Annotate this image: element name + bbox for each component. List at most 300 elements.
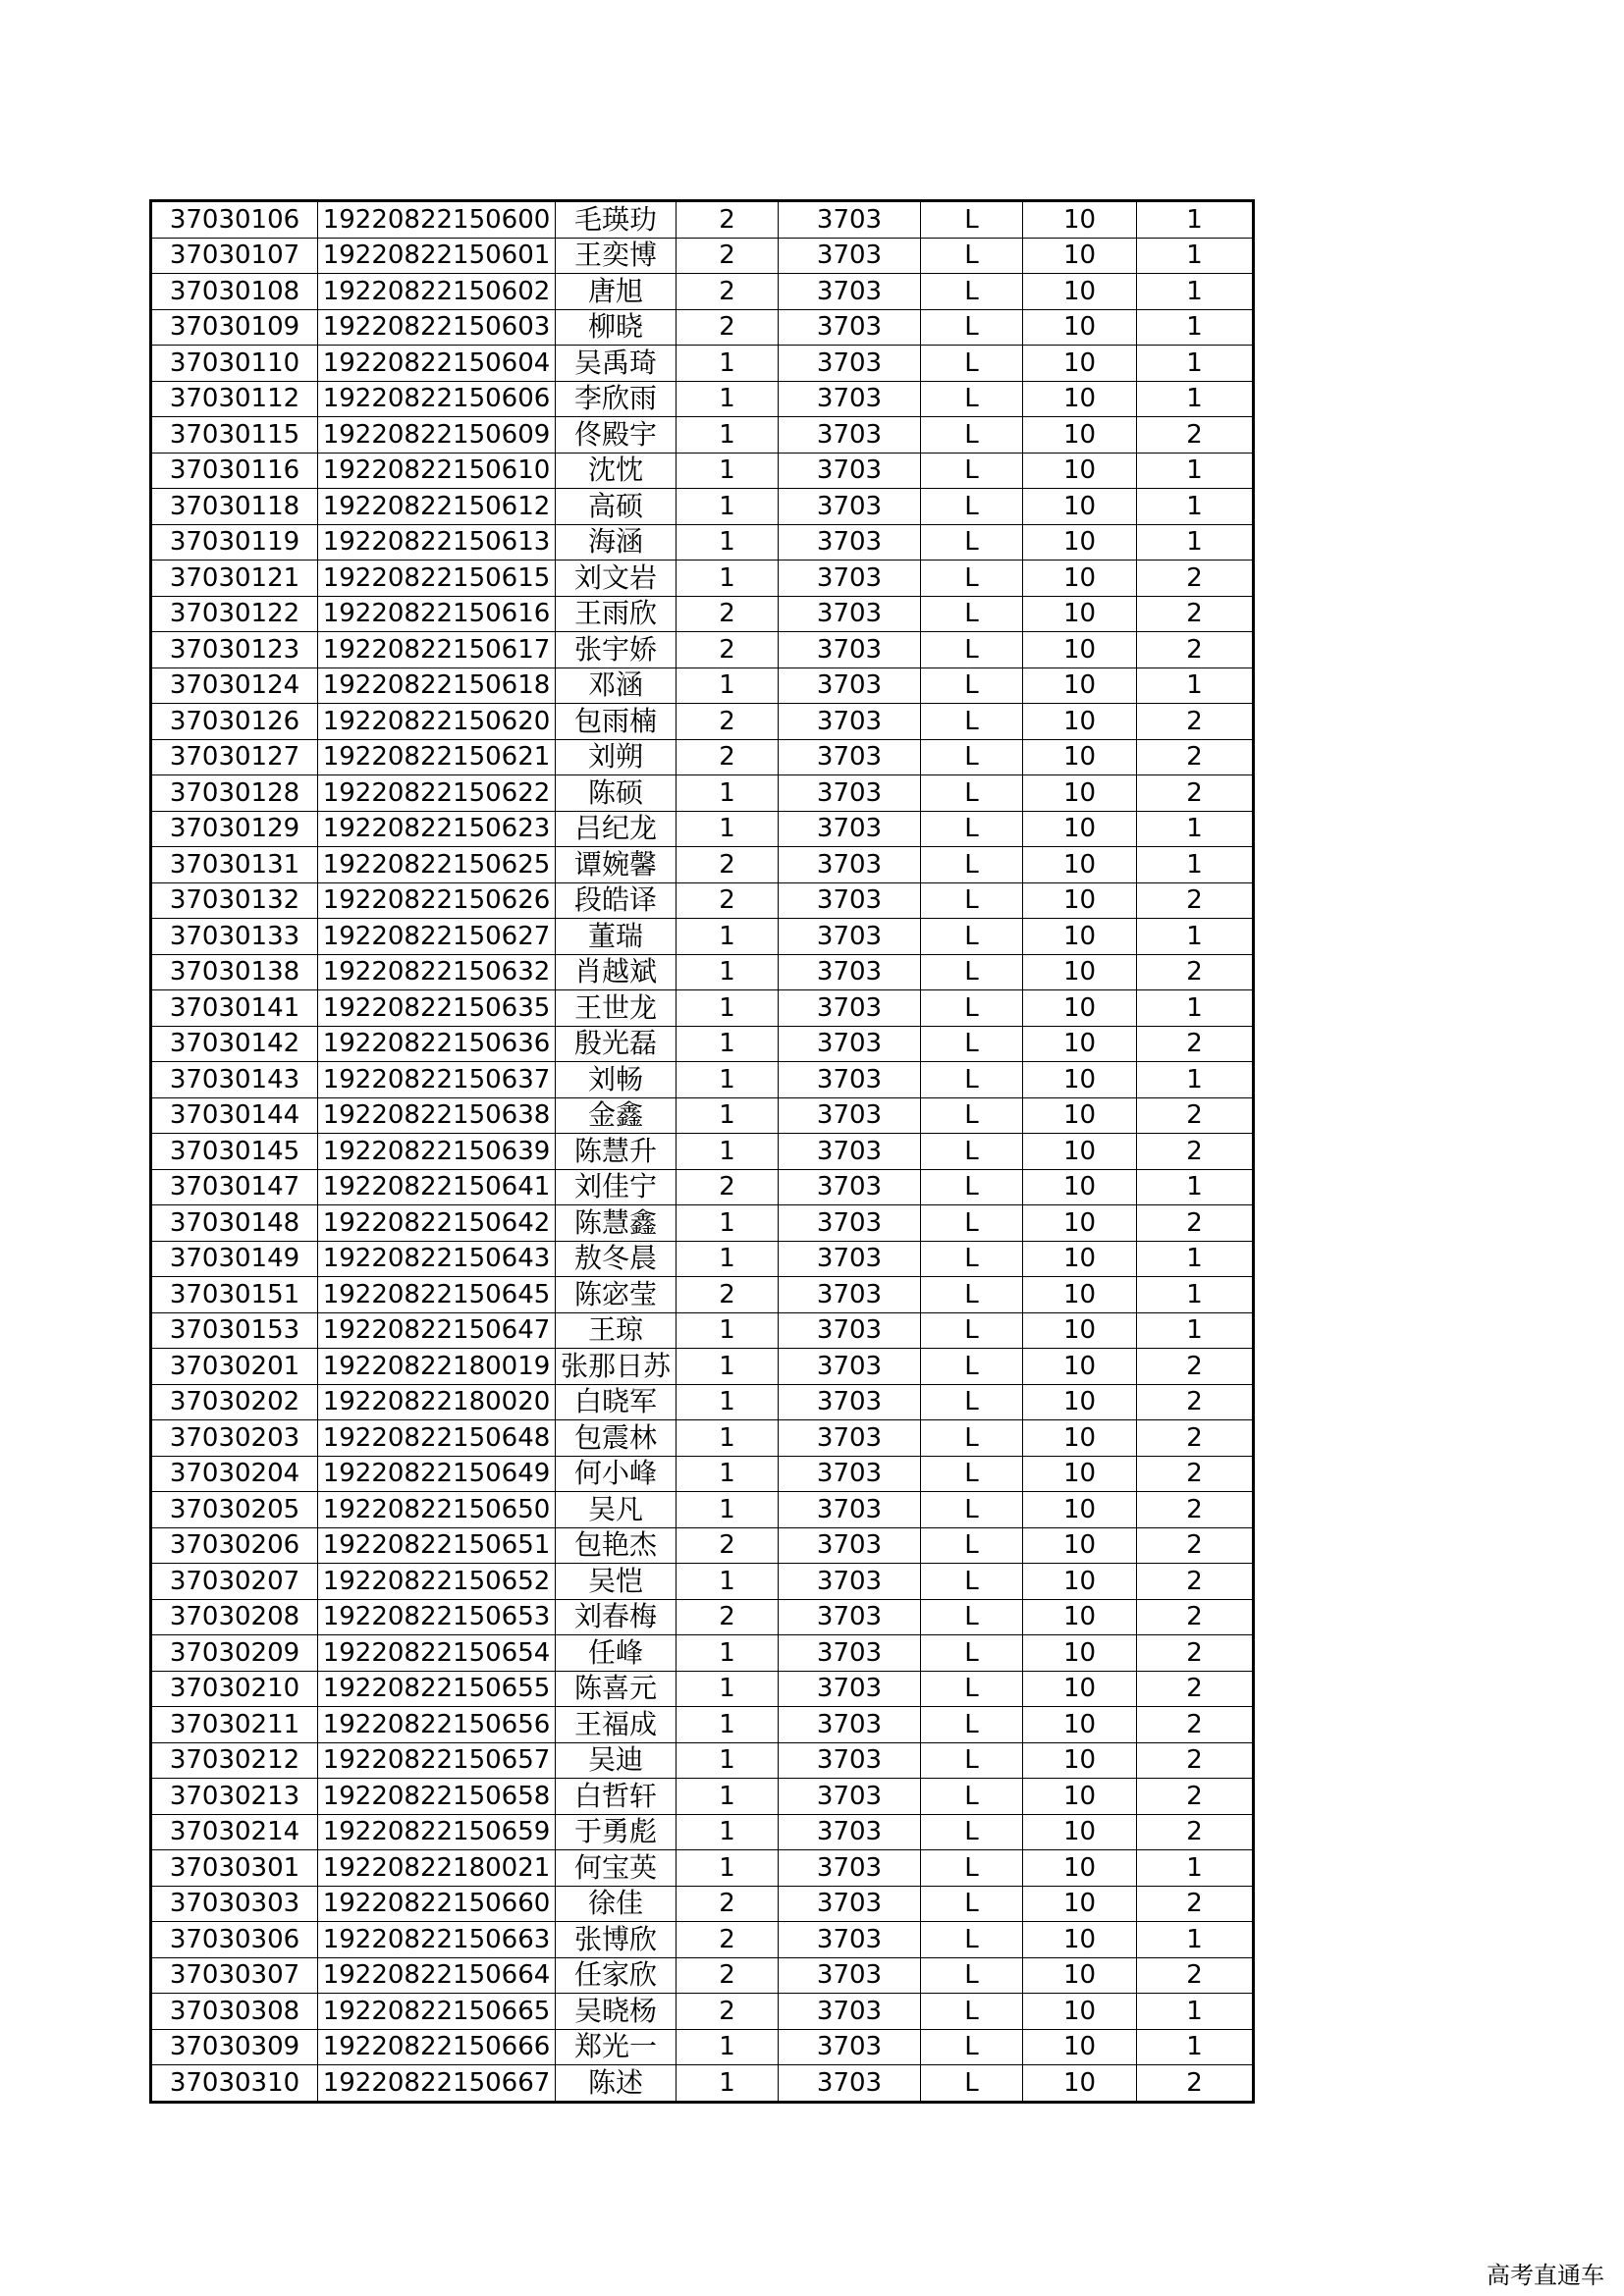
student-name-cell: 任家欣 xyxy=(556,1957,677,1994)
region-code-cell: 3703 xyxy=(779,309,921,346)
gender-code-cell: 2 xyxy=(677,847,779,883)
exam-number-cell: 37030108 xyxy=(151,274,318,310)
registration-id-cell: 19220822150655 xyxy=(318,1671,556,1707)
table-row xyxy=(151,561,1254,597)
table-row xyxy=(151,1277,1254,1313)
table-row xyxy=(151,1814,1254,1850)
type-code-cell: 2 xyxy=(1137,1527,1254,1564)
exam-number-cell: 37030129 xyxy=(151,811,318,847)
type-code-cell: 1 xyxy=(1137,346,1254,382)
exam-number-cell: 37030118 xyxy=(151,489,318,525)
exam-number-cell: 37030303 xyxy=(151,1886,318,1922)
student-name-cell: 董瑞 xyxy=(556,919,677,955)
region-code-cell: 3703 xyxy=(779,596,921,632)
category-letter-cell: L xyxy=(921,524,1023,561)
student-name-cell: 陈宓莹 xyxy=(556,1277,677,1313)
grade-value-cell: 10 xyxy=(1023,274,1137,310)
registration-id-cell: 19220822150618 xyxy=(318,667,556,704)
grade-value-cell: 10 xyxy=(1023,2065,1137,2103)
registration-id-cell: 19220822150665 xyxy=(318,1994,556,2030)
grade-value-cell: 10 xyxy=(1023,1957,1137,1994)
registration-id-cell: 19220822150652 xyxy=(318,1564,556,1600)
type-code-cell: 2 xyxy=(1137,1957,1254,1994)
gender-code-cell: 1 xyxy=(677,1062,779,1098)
type-code-cell: 1 xyxy=(1137,1994,1254,2030)
registration-id-cell: 19220822150617 xyxy=(318,632,556,668)
category-letter-cell: L xyxy=(921,1599,1023,1635)
student-name-cell: 何宝英 xyxy=(556,1850,677,1887)
type-code-cell: 2 xyxy=(1137,596,1254,632)
grade-value-cell: 10 xyxy=(1023,561,1137,597)
exam-number-cell: 37030149 xyxy=(151,1241,318,1277)
gender-code-cell: 1 xyxy=(677,346,779,382)
table-row xyxy=(151,1420,1254,1457)
table-row xyxy=(151,1456,1254,1492)
category-letter-cell: L xyxy=(921,1277,1023,1313)
region-code-cell: 3703 xyxy=(779,1384,921,1420)
grade-value-cell: 10 xyxy=(1023,1599,1137,1635)
table-row xyxy=(151,1635,1254,1672)
type-code-cell: 1 xyxy=(1137,1169,1254,1205)
exam-number-cell: 37030124 xyxy=(151,667,318,704)
gender-code-cell: 1 xyxy=(677,1635,779,1672)
registration-id-cell: 19220822150638 xyxy=(318,1097,556,1134)
registration-id-cell: 19220822180019 xyxy=(318,1349,556,1385)
student-name-cell: 谭婉馨 xyxy=(556,847,677,883)
category-letter-cell: L xyxy=(921,954,1023,990)
region-code-cell: 3703 xyxy=(779,1564,921,1600)
student-name-cell: 吴恺 xyxy=(556,1564,677,1600)
category-letter-cell: L xyxy=(921,1420,1023,1457)
category-letter-cell: L xyxy=(921,704,1023,740)
exam-number-cell: 37030214 xyxy=(151,1814,318,1850)
type-code-cell: 1 xyxy=(1137,1850,1254,1887)
category-letter-cell: L xyxy=(921,1492,1023,1528)
student-name-cell: 王世龙 xyxy=(556,990,677,1027)
type-code-cell: 2 xyxy=(1137,1349,1254,1385)
region-code-cell: 3703 xyxy=(779,1814,921,1850)
category-letter-cell: L xyxy=(921,1062,1023,1098)
registration-id-cell: 19220822150627 xyxy=(318,919,556,955)
exam-number-cell: 37030144 xyxy=(151,1097,318,1134)
table-row xyxy=(151,739,1254,775)
type-code-cell: 2 xyxy=(1137,1384,1254,1420)
gender-code-cell: 1 xyxy=(677,453,779,489)
region-code-cell: 3703 xyxy=(779,667,921,704)
grade-value-cell: 10 xyxy=(1023,1994,1137,2030)
table-row xyxy=(151,1886,1254,1922)
exam-number-cell: 37030309 xyxy=(151,2029,318,2065)
gender-code-cell: 1 xyxy=(677,417,779,454)
category-letter-cell: L xyxy=(921,1707,1023,1743)
student-name-cell: 陈慧升 xyxy=(556,1134,677,1170)
registration-id-cell: 19220822150613 xyxy=(318,524,556,561)
category-letter-cell: L xyxy=(921,1527,1023,1564)
student-name-cell: 何小峰 xyxy=(556,1456,677,1492)
category-letter-cell: L xyxy=(921,1026,1023,1062)
gender-code-cell: 1 xyxy=(677,775,779,812)
type-code-cell: 1 xyxy=(1137,919,1254,955)
table-row xyxy=(151,453,1254,489)
exam-number-cell: 37030307 xyxy=(151,1957,318,1994)
student-name-cell: 白晓军 xyxy=(556,1384,677,1420)
region-code-cell: 3703 xyxy=(779,1994,921,2030)
table-row xyxy=(151,1850,1254,1887)
grade-value-cell: 10 xyxy=(1023,1349,1137,1385)
table-row xyxy=(151,1062,1254,1098)
registration-id-cell: 19220822150604 xyxy=(318,346,556,382)
table-row xyxy=(151,704,1254,740)
registration-id-cell: 19220822150635 xyxy=(318,990,556,1027)
category-letter-cell: L xyxy=(921,811,1023,847)
exam-number-cell: 37030301 xyxy=(151,1850,318,1887)
registration-id-cell: 19220822180020 xyxy=(318,1384,556,1420)
grade-value-cell: 10 xyxy=(1023,811,1137,847)
exam-number-cell: 37030110 xyxy=(151,346,318,382)
category-letter-cell: L xyxy=(921,1671,1023,1707)
exam-number-cell: 37030109 xyxy=(151,309,318,346)
category-letter-cell: L xyxy=(921,1742,1023,1779)
registration-id-cell: 19220822150658 xyxy=(318,1779,556,1815)
grade-value-cell: 10 xyxy=(1023,1420,1137,1457)
category-letter-cell: L xyxy=(921,1349,1023,1385)
gender-code-cell: 2 xyxy=(677,739,779,775)
grade-value-cell: 10 xyxy=(1023,309,1137,346)
gender-code-cell: 1 xyxy=(677,1456,779,1492)
type-code-cell: 2 xyxy=(1137,1886,1254,1922)
region-code-cell: 3703 xyxy=(779,919,921,955)
table-row xyxy=(151,882,1254,919)
exam-number-cell: 37030133 xyxy=(151,919,318,955)
table-row xyxy=(151,919,1254,955)
grade-value-cell: 10 xyxy=(1023,1277,1137,1313)
gender-code-cell: 2 xyxy=(677,1994,779,2030)
exam-number-cell: 37030143 xyxy=(151,1062,318,1098)
registration-id-cell: 19220822150651 xyxy=(318,1527,556,1564)
region-code-cell: 3703 xyxy=(779,417,921,454)
region-code-cell: 3703 xyxy=(779,1599,921,1635)
category-letter-cell: L xyxy=(921,1134,1023,1170)
student-name-cell: 张宇娇 xyxy=(556,632,677,668)
grade-value-cell: 10 xyxy=(1023,1922,1137,1958)
table-row xyxy=(151,1564,1254,1600)
table-row xyxy=(151,632,1254,668)
region-code-cell: 3703 xyxy=(779,1886,921,1922)
type-code-cell: 2 xyxy=(1137,1707,1254,1743)
table-row xyxy=(151,1349,1254,1385)
category-letter-cell: L xyxy=(921,489,1023,525)
gender-code-cell: 1 xyxy=(677,561,779,597)
type-code-cell: 2 xyxy=(1137,1205,1254,1242)
category-letter-cell: L xyxy=(921,381,1023,417)
region-code-cell: 3703 xyxy=(779,1205,921,1242)
gender-code-cell: 1 xyxy=(677,1850,779,1887)
gender-code-cell: 1 xyxy=(677,1779,779,1815)
grade-value-cell: 10 xyxy=(1023,739,1137,775)
category-letter-cell: L xyxy=(921,596,1023,632)
gender-code-cell: 1 xyxy=(677,1492,779,1528)
exam-number-cell: 37030106 xyxy=(151,201,318,239)
registration-id-cell: 19220822150667 xyxy=(318,2065,556,2103)
exam-number-cell: 37030210 xyxy=(151,1671,318,1707)
type-code-cell: 2 xyxy=(1137,1671,1254,1707)
type-code-cell: 1 xyxy=(1137,2029,1254,2065)
gender-code-cell: 2 xyxy=(677,1169,779,1205)
type-code-cell: 2 xyxy=(1137,1097,1254,1134)
student-name-cell: 吴晓杨 xyxy=(556,1994,677,2030)
student-name-cell: 沈忱 xyxy=(556,453,677,489)
type-code-cell: 2 xyxy=(1137,2065,1254,2103)
student-table xyxy=(149,199,1255,2104)
region-code-cell: 3703 xyxy=(779,346,921,382)
student-name-cell: 王奕博 xyxy=(556,238,677,274)
student-name-cell: 高硕 xyxy=(556,489,677,525)
student-name-cell: 邓涵 xyxy=(556,667,677,704)
category-letter-cell: L xyxy=(921,346,1023,382)
gender-code-cell: 2 xyxy=(677,882,779,919)
exam-number-cell: 37030147 xyxy=(151,1169,318,1205)
region-code-cell: 3703 xyxy=(779,775,921,812)
gender-code-cell: 2 xyxy=(677,201,779,239)
category-letter-cell: L xyxy=(921,2065,1023,2103)
table-row xyxy=(151,2029,1254,2065)
table-row xyxy=(151,667,1254,704)
region-code-cell: 3703 xyxy=(779,739,921,775)
watermark: 高考直通车 xyxy=(1487,2262,1604,2289)
student-name-cell: 刘朔 xyxy=(556,739,677,775)
grade-value-cell: 10 xyxy=(1023,1062,1137,1098)
student-name-cell: 唐旭 xyxy=(556,274,677,310)
type-code-cell: 2 xyxy=(1137,1742,1254,1779)
region-code-cell: 3703 xyxy=(779,954,921,990)
exam-number-cell: 37030201 xyxy=(151,1349,318,1385)
gender-code-cell: 1 xyxy=(677,1241,779,1277)
student-name-cell: 敖冬晨 xyxy=(556,1241,677,1277)
type-code-cell: 2 xyxy=(1137,1456,1254,1492)
region-code-cell: 3703 xyxy=(779,811,921,847)
exam-number-cell: 37030151 xyxy=(151,1277,318,1313)
registration-id-cell: 19220822180021 xyxy=(318,1850,556,1887)
grade-value-cell: 10 xyxy=(1023,1134,1137,1170)
student-name-cell: 段皓译 xyxy=(556,882,677,919)
category-letter-cell: L xyxy=(921,1779,1023,1815)
grade-value-cell: 10 xyxy=(1023,524,1137,561)
exam-number-cell: 37030123 xyxy=(151,632,318,668)
grade-value-cell: 10 xyxy=(1023,1779,1137,1815)
exam-number-cell: 37030213 xyxy=(151,1779,318,1815)
grade-value-cell: 10 xyxy=(1023,238,1137,274)
table-row xyxy=(151,1169,1254,1205)
category-letter-cell: L xyxy=(921,2029,1023,2065)
grade-value-cell: 10 xyxy=(1023,919,1137,955)
region-code-cell: 3703 xyxy=(779,1097,921,1134)
registration-id-cell: 19220822150600 xyxy=(318,201,556,239)
table-row xyxy=(151,1527,1254,1564)
category-letter-cell: L xyxy=(921,1922,1023,1958)
grade-value-cell: 10 xyxy=(1023,1312,1137,1349)
student-name-cell: 陈喜元 xyxy=(556,1671,677,1707)
type-code-cell: 1 xyxy=(1137,381,1254,417)
region-code-cell: 3703 xyxy=(779,1420,921,1457)
type-code-cell: 1 xyxy=(1137,667,1254,704)
gender-code-cell: 2 xyxy=(677,238,779,274)
student-name-cell: 包艳杰 xyxy=(556,1527,677,1564)
registration-id-cell: 19220822150621 xyxy=(318,739,556,775)
region-code-cell: 3703 xyxy=(779,847,921,883)
grade-value-cell: 10 xyxy=(1023,1026,1137,1062)
registration-id-cell: 19220822150602 xyxy=(318,274,556,310)
exam-number-cell: 37030116 xyxy=(151,453,318,489)
category-letter-cell: L xyxy=(921,238,1023,274)
table-row xyxy=(151,309,1254,346)
grade-value-cell: 10 xyxy=(1023,1169,1137,1205)
student-name-cell: 张那日苏 xyxy=(556,1349,677,1385)
grade-value-cell: 10 xyxy=(1023,201,1137,239)
region-code-cell: 3703 xyxy=(779,632,921,668)
type-code-cell: 2 xyxy=(1137,704,1254,740)
exam-number-cell: 37030122 xyxy=(151,596,318,632)
gender-code-cell: 1 xyxy=(677,954,779,990)
gender-code-cell: 1 xyxy=(677,1349,779,1385)
type-code-cell: 2 xyxy=(1137,632,1254,668)
gender-code-cell: 1 xyxy=(677,1134,779,1170)
gender-code-cell: 1 xyxy=(677,1384,779,1420)
registration-id-cell: 19220822150645 xyxy=(318,1277,556,1313)
grade-value-cell: 10 xyxy=(1023,1205,1137,1242)
exam-number-cell: 37030119 xyxy=(151,524,318,561)
gender-code-cell: 1 xyxy=(677,1026,779,1062)
gender-code-cell: 2 xyxy=(677,274,779,310)
student-name-cell: 于勇彪 xyxy=(556,1814,677,1850)
grade-value-cell: 10 xyxy=(1023,417,1137,454)
category-letter-cell: L xyxy=(921,1384,1023,1420)
category-letter-cell: L xyxy=(921,1241,1023,1277)
grade-value-cell: 10 xyxy=(1023,381,1137,417)
region-code-cell: 3703 xyxy=(779,238,921,274)
exam-number-cell: 37030138 xyxy=(151,954,318,990)
grade-value-cell: 10 xyxy=(1023,1097,1137,1134)
gender-code-cell: 2 xyxy=(677,704,779,740)
type-code-cell: 2 xyxy=(1137,417,1254,454)
table-row xyxy=(151,1097,1254,1134)
student-name-cell: 刘春梅 xyxy=(556,1599,677,1635)
exam-number-cell: 37030148 xyxy=(151,1205,318,1242)
type-code-cell: 2 xyxy=(1137,561,1254,597)
type-code-cell: 2 xyxy=(1137,1026,1254,1062)
student-name-cell: 包雨楠 xyxy=(556,704,677,740)
category-letter-cell: L xyxy=(921,453,1023,489)
exam-number-cell: 37030202 xyxy=(151,1384,318,1420)
gender-code-cell: 1 xyxy=(677,919,779,955)
category-letter-cell: L xyxy=(921,847,1023,883)
registration-id-cell: 19220822150637 xyxy=(318,1062,556,1098)
grade-value-cell: 10 xyxy=(1023,990,1137,1027)
registration-id-cell: 19220822150642 xyxy=(318,1205,556,1242)
student-name-cell: 吕纪龙 xyxy=(556,811,677,847)
region-code-cell: 3703 xyxy=(779,1492,921,1528)
table-row xyxy=(151,1134,1254,1170)
table-row xyxy=(151,1922,1254,1958)
region-code-cell: 3703 xyxy=(779,2065,921,2103)
grade-value-cell: 10 xyxy=(1023,667,1137,704)
type-code-cell: 1 xyxy=(1137,1312,1254,1349)
student-name-cell: 吴迪 xyxy=(556,1742,677,1779)
region-code-cell: 3703 xyxy=(779,524,921,561)
registration-id-cell: 19220822150601 xyxy=(318,238,556,274)
region-code-cell: 3703 xyxy=(779,453,921,489)
registration-id-cell: 19220822150615 xyxy=(318,561,556,597)
exam-number-cell: 37030308 xyxy=(151,1994,318,2030)
student-name-cell: 佟殿宇 xyxy=(556,417,677,454)
student-name-cell: 吴凡 xyxy=(556,1492,677,1528)
gender-code-cell: 2 xyxy=(677,1922,779,1958)
table-row xyxy=(151,417,1254,454)
table-row xyxy=(151,1671,1254,1707)
category-letter-cell: L xyxy=(921,632,1023,668)
region-code-cell: 3703 xyxy=(779,1957,921,1994)
student-name-cell: 郑光一 xyxy=(556,2029,677,2065)
type-code-cell: 1 xyxy=(1137,811,1254,847)
grade-value-cell: 10 xyxy=(1023,1384,1137,1420)
grade-value-cell: 10 xyxy=(1023,954,1137,990)
table-row xyxy=(151,1241,1254,1277)
exam-number-cell: 37030142 xyxy=(151,1026,318,1062)
gender-code-cell: 1 xyxy=(677,1707,779,1743)
grade-value-cell: 10 xyxy=(1023,1492,1137,1528)
student-name-cell: 刘文岩 xyxy=(556,561,677,597)
region-code-cell: 3703 xyxy=(779,489,921,525)
grade-value-cell: 10 xyxy=(1023,2029,1137,2065)
grade-value-cell: 10 xyxy=(1023,1241,1137,1277)
table-row xyxy=(151,1384,1254,1420)
exam-number-cell: 37030212 xyxy=(151,1742,318,1779)
exam-number-cell: 37030207 xyxy=(151,1564,318,1600)
region-code-cell: 3703 xyxy=(779,1779,921,1815)
table-row xyxy=(151,954,1254,990)
grade-value-cell: 10 xyxy=(1023,1886,1137,1922)
region-code-cell: 3703 xyxy=(779,1169,921,1205)
type-code-cell: 1 xyxy=(1137,847,1254,883)
type-code-cell: 2 xyxy=(1137,1492,1254,1528)
exam-number-cell: 37030153 xyxy=(151,1312,318,1349)
category-letter-cell: L xyxy=(921,417,1023,454)
region-code-cell: 3703 xyxy=(779,1922,921,1958)
type-code-cell: 2 xyxy=(1137,1814,1254,1850)
exam-number-cell: 37030306 xyxy=(151,1922,318,1958)
category-letter-cell: L xyxy=(921,309,1023,346)
gender-code-cell: 1 xyxy=(677,489,779,525)
student-table-body xyxy=(151,201,1254,2103)
category-letter-cell: L xyxy=(921,882,1023,919)
student-name-cell: 王福成 xyxy=(556,1707,677,1743)
grade-value-cell: 10 xyxy=(1023,1814,1137,1850)
student-name-cell: 陈慧鑫 xyxy=(556,1205,677,1242)
category-letter-cell: L xyxy=(921,919,1023,955)
student-name-cell: 李欣雨 xyxy=(556,381,677,417)
student-name-cell: 王雨欣 xyxy=(556,596,677,632)
type-code-cell: 1 xyxy=(1137,309,1254,346)
student-name-cell: 陈述 xyxy=(556,2065,677,2103)
region-code-cell: 3703 xyxy=(779,561,921,597)
student-name-cell: 柳晓 xyxy=(556,309,677,346)
gender-code-cell: 1 xyxy=(677,990,779,1027)
type-code-cell: 2 xyxy=(1137,1564,1254,1600)
student-name-cell: 金鑫 xyxy=(556,1097,677,1134)
gender-code-cell: 1 xyxy=(677,381,779,417)
type-code-cell: 2 xyxy=(1137,882,1254,919)
gender-code-cell: 1 xyxy=(677,1742,779,1779)
student-name-cell: 刘畅 xyxy=(556,1062,677,1098)
